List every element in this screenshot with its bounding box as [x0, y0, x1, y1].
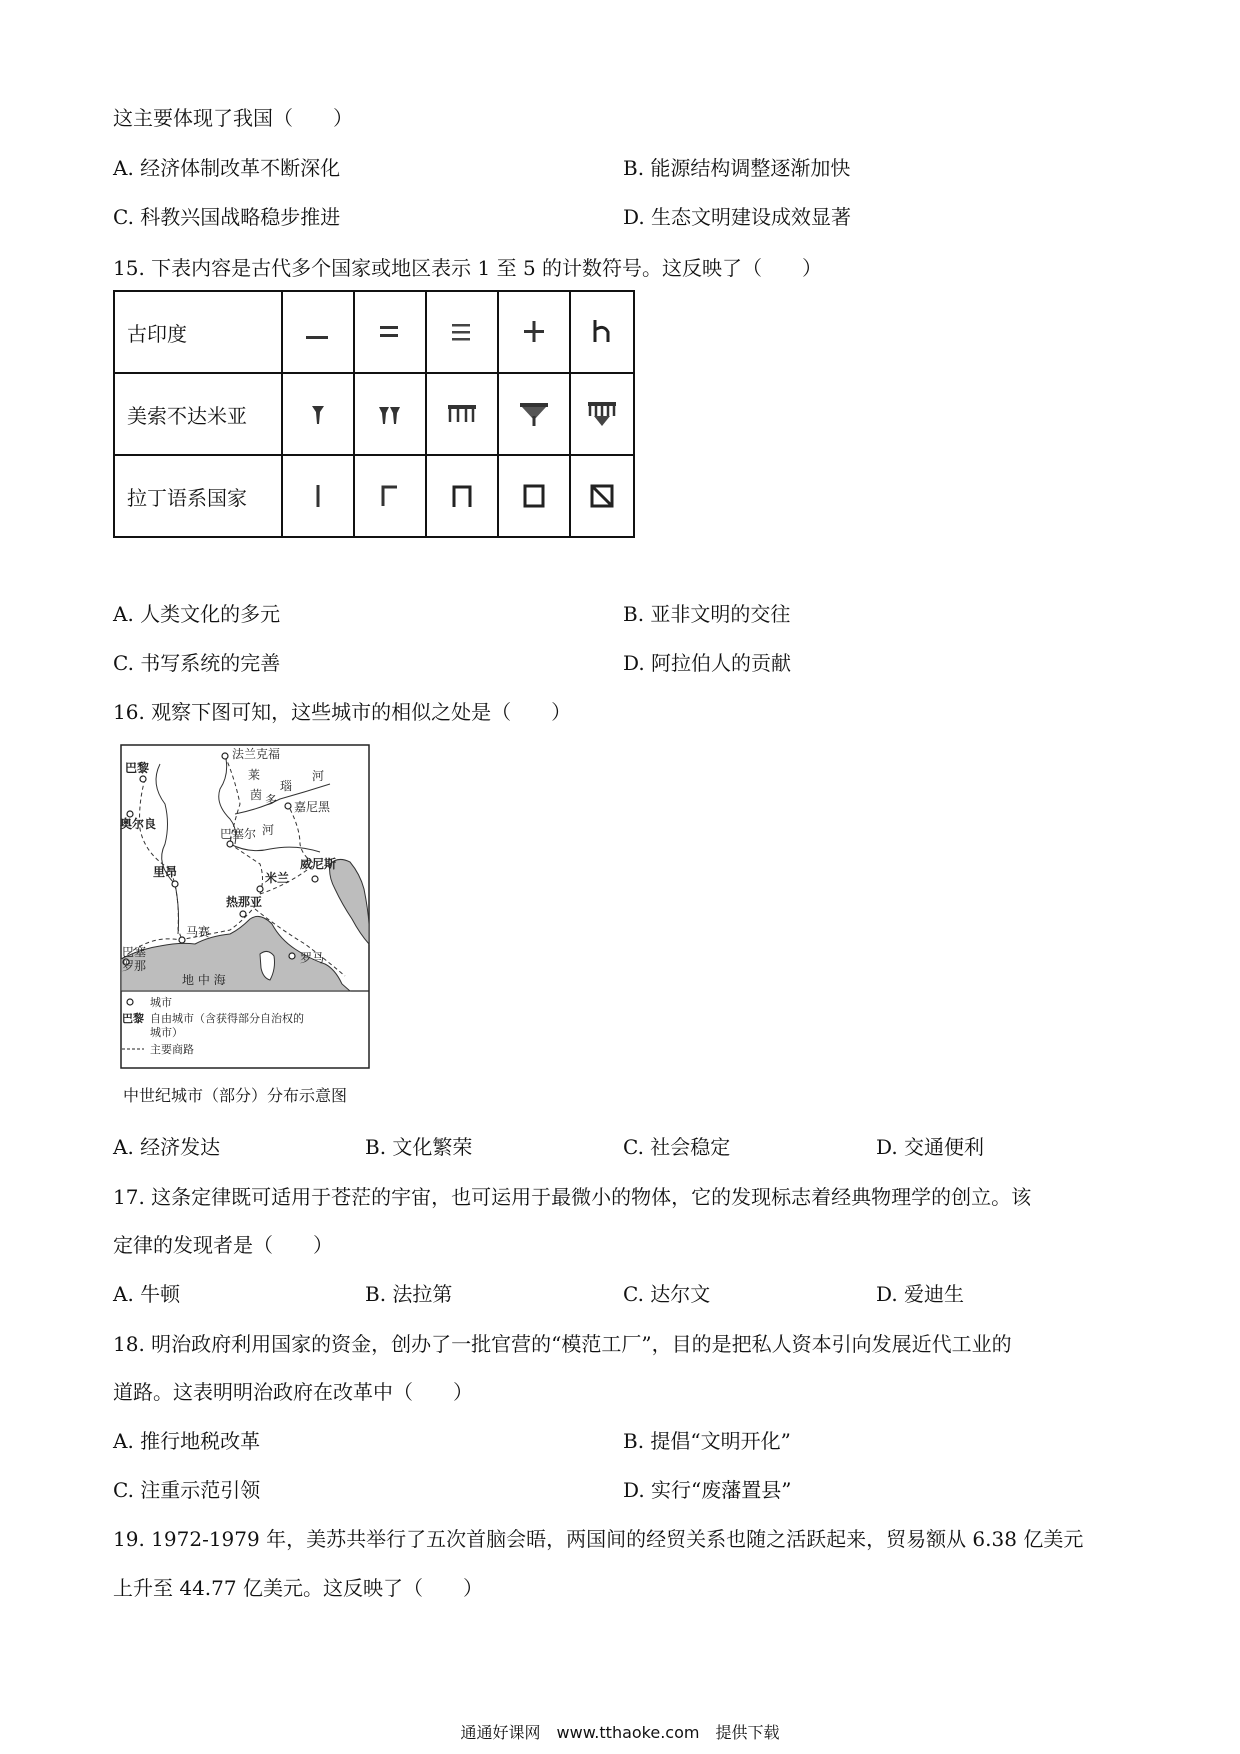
legend-city-icon	[127, 999, 133, 1005]
map-label-orleans: 奥尔良	[120, 817, 157, 831]
q18-stem-line2: 道路。这表明明治政府在改革中（ ）	[113, 1380, 473, 1404]
q15-stem: 15. 下表内容是古代多个国家或地区表示 1 至 5 的计数符号。这反映了（ ）	[113, 256, 823, 280]
map-label-barcelona-2: 罗那	[122, 959, 147, 973]
q15-option-b: B. 亚非文明的交往	[623, 602, 791, 626]
map-label-munich: 嘉尼黑	[294, 800, 331, 814]
q18-option-b: B. 提倡“文明开化”	[623, 1429, 791, 1453]
indian-numeral-3	[426, 291, 498, 373]
q18-option-a: A. 推行地税改革	[113, 1429, 261, 1453]
map-caption: 中世纪城市（部分）分布示意图	[123, 1086, 348, 1105]
table-row	[114, 455, 634, 537]
map-label-danube-1: 多	[265, 793, 278, 807]
q17-stem-line1: 17. 这条定律既可适用于苍茫的宇宙，也可运用于最微小的物体，它的发现标志着经典物理学的创立。该	[113, 1185, 1032, 1209]
map-label-genoa: 热那亚	[226, 895, 263, 909]
map-label-milan: 米兰	[265, 871, 290, 885]
cuneiform-2-icon	[354, 373, 426, 455]
table-row	[114, 291, 634, 373]
q14-option-d: D. 生态文明建设成效显著	[623, 205, 852, 229]
map-label-mediterranean: 地 中 海	[182, 973, 226, 987]
q16-stem: 16. 观察下图可知，这些城市的相似之处是（ ）	[113, 700, 572, 724]
q16-option-a: A. 经济发达	[113, 1135, 221, 1159]
legend-free-city-label: 自由城市（含获得部分自治权的	[150, 1012, 304, 1025]
q19-stem-line1: 19. 1972-1979 年，美苏共举行了五次首脑会晤，两国间的经贸关系也随之活跃起来，贸易额从 6.38 亿美元	[113, 1527, 1084, 1551]
q18-option-d: D. 实行“废藩置县”	[623, 1478, 792, 1502]
latin-numeral-4	[498, 455, 570, 537]
q15-option-d: D. 阿拉伯人的贡献	[623, 651, 792, 675]
legend-city-label: 城市	[150, 996, 172, 1009]
q14-stem-tail: 这主要体现了我国（ ）	[113, 106, 353, 130]
indian-numeral-1	[282, 291, 354, 373]
map-label-river-1: 河	[312, 769, 325, 783]
q17-option-a: A. 牛顿	[113, 1282, 181, 1306]
cuneiform-3-icon	[426, 373, 498, 455]
map-label-rhine-1: 莱	[248, 768, 261, 782]
map-label-paris: 巴黎	[125, 761, 150, 775]
q14-option-b: B. 能源结构调整逐渐加快	[623, 156, 851, 180]
map-label-frankfurt: 法兰克福	[232, 747, 281, 761]
cuneiform-4-icon	[498, 373, 570, 455]
page-footer[interactable]: 通通好课网 www.tthaoke.com 提供下载	[460, 1723, 780, 1742]
q17-option-d: D. 爱迪生	[876, 1282, 965, 1306]
indian-numeral-5	[570, 291, 634, 373]
q16-option-d: D. 交通便利	[876, 1135, 985, 1159]
q16-option-b: B. 文化繁荣	[365, 1135, 473, 1159]
map-label-rhine-2: 茵	[250, 788, 263, 802]
q15-option-a: A. 人类文化的多元	[113, 602, 281, 626]
q14-option-c: C. 科教兴国战略稳步推进	[113, 205, 341, 229]
map-label-venice: 威尼斯	[300, 857, 337, 871]
q14-option-a: A. 经济体制改革不断深化	[113, 156, 341, 180]
latin-numeral-5	[570, 455, 634, 537]
legend-free-city-sample: 巴黎	[122, 1012, 144, 1025]
legend-free-city-label-2: 城市）	[150, 1026, 183, 1039]
q17-stem-line2: 定律的发现者是（ ）	[113, 1233, 333, 1257]
row-label-latin: 拉丁语系国家	[114, 455, 282, 537]
cuneiform-1-icon	[282, 373, 354, 455]
map-label-lyon: 里昂	[153, 865, 178, 879]
map-label-barcelona-1: 巴塞	[122, 945, 147, 959]
q15-option-c: C. 书写系统的完善	[113, 651, 281, 675]
legend-route-label: 主要商路	[150, 1043, 194, 1056]
latin-numeral-2	[354, 455, 426, 537]
map-label-rome: 罗马	[300, 951, 325, 965]
indian-numeral-4	[498, 291, 570, 373]
map-label-basel: 巴塞尔	[220, 827, 257, 841]
cuneiform-5-icon	[570, 373, 634, 455]
map-label-river-2: 河	[262, 823, 275, 837]
q18-option-c: C. 注重示范引领	[113, 1478, 261, 1502]
q18-stem-line1: 18. 明治政府利用国家的资金，创办了一批官营的“模范工厂”，目的是把私人资本引向发展近代工业的	[113, 1332, 1012, 1356]
indian-numeral-2	[354, 291, 426, 373]
q17-option-b: B. 法拉第	[365, 1282, 453, 1306]
map-label-danube-2: 瑙	[280, 779, 293, 793]
latin-numeral-1	[282, 455, 354, 537]
numeral-table	[113, 290, 635, 538]
table-row	[114, 373, 634, 455]
q19-stem-line2: 上升至 44.77 亿美元。这反映了（ ）	[113, 1576, 483, 1600]
medieval-city-map	[120, 744, 370, 1069]
row-label-ancient-india: 古印度	[114, 291, 282, 373]
q16-option-c: C. 社会稳定	[623, 1135, 731, 1159]
latin-numeral-3	[426, 455, 498, 537]
row-label-mesopotamia: 美索不达米亚	[114, 373, 282, 455]
q17-option-c: C. 达尔文	[623, 1282, 711, 1306]
map-label-marseille: 马赛	[186, 925, 211, 939]
